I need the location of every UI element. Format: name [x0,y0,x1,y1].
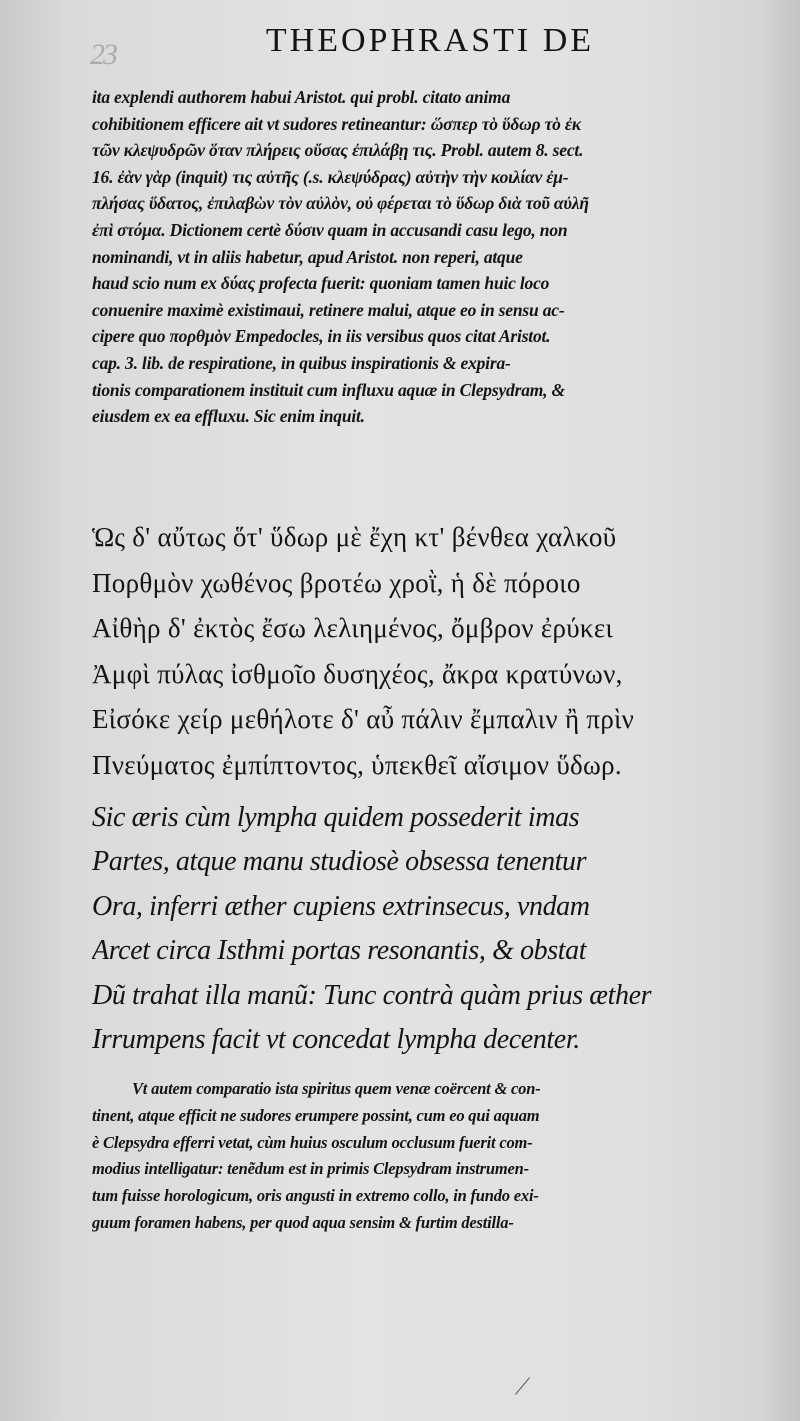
latin-verse-translation [92,796,742,1062]
latin-verse-line: Sic æris cùm lympha quidem possederit imas [92,802,580,833]
prose-line: ita explendi authorem habui Aristot. qui probl. citato anima [92,87,511,107]
latin-verse-line: Partes, atque manu studiosè obsessa tenentur [92,846,587,878]
latin-verse-line: Irrumpens facit vt concedat lympha decenter. [92,1024,580,1056]
prose-line: nominandi, vt in aliis habetur, apud Aristot. non reperi, atque [92,246,523,267]
prose-line: haud scio num ex δύας profecta fuerit: quoniam tamen huic loco [92,273,550,294]
closing-line: modius intelligatur: tenẽdum est in primis Clepsydram instrumen- [92,1159,529,1179]
prose-paragraph [92,84,742,430]
latin-verse-line: Ora, inferri æther cupiens extrinsecus, vndam [92,890,590,922]
prose-line: conuenire maximè existimaui, retinere malui, atque eo in sensu ac- [92,299,565,320]
latin-verse-line: Arcet circa Isthmi portas resonantis, & obstat [92,935,587,967]
closing-line: guum foramen habens, per quod aqua sensim & furtim destilla- [92,1212,514,1232]
closing-line: Vt autem comparatio ista spiritus quem venæ coërcent & con- [132,1079,541,1098]
page-number: 23 [90,38,116,71]
prose-line: eiusdem ex ea effluxu. Sic enim inquit. [92,406,365,427]
prose-line: 16. ἐὰν γὰρ (inquit) τις αὐτῆς (.s. κλεψύδρας) αὐτὴν τὴν κοιλίαν ἐμ- [92,166,569,187]
greek-verse-line: Πνεύματος ἐμπίπτοντος, ὑπεκθεῖ αἴσιμον ὕδωρ. [92,749,622,780]
ink-mark [515,1377,530,1394]
closing-paragraph [92,1076,742,1237]
prose-line: cap. 3. lib. de respiratione, in quibus inspirationis & expira- [92,352,511,373]
running-head: THEOPHRASTI DE [265,22,595,59]
prose-line: ἐπὶ στόμα. Dictionem certè δύσιν quam in accusandi casu lego, non [92,219,568,240]
greek-verse-line: Ὡς δ' αὔτως ὅτ' ὕδωρ μὲ ἔχη κτ' βένθεα χαλκοῦ [92,522,617,552]
prose-line: τῶν κλεψυδρῶν ὅταν πλήρεις οὔσας ἐπιλάβῃ τις. Probl. autem 8. sect. [92,140,584,161]
prose-line: cipere quo πορθμὸν Empedocles, in iis versibus quos citat Aristot. [92,326,551,347]
greek-verse [92,515,742,788]
greek-verse-line: Αἰθὴρ δ' ἐκτὸς ἔσω λελιημένος, ὄμβρον ἐρύκει [92,613,614,643]
prose-line: cohibitionem efficere ait vt sudores retineantur: ὥσπερ τὸ ὕδωρ τὸ ἐκ [92,113,581,134]
prose-line: tionis comparationem instituit cum influxu aquæ in Clepsydram, & [92,379,565,400]
prose-line: πλήσας ὕδατος, ἐπιλαβὼν τὸν αὐλὸν, οὐ φέρεται τὸ ὕδωρ διὰ τοῦ αὐλῆ [92,193,589,214]
greek-verse-line: Ἀμφὶ πύλας ἰσθμοῖο δυσηχέος, ἄκρα κρατύνων, [92,658,623,689]
greek-verse-line: Εἰσόκε χείρ μεθήλοτε δ' αὖ πάλιν ἔμπαλιν ἢ πρὶν [92,704,635,734]
closing-line: tum fuisse horologicum, oris angusti in extremo collo, in fundo exi- [92,1186,539,1206]
latin-verse-line: Dũ trahat illa manũ: Tunc contrà quàm prius æther [92,979,652,1011]
page-gutter-shadow [760,0,800,1421]
closing-line: tinent, atque efficit ne sudores erumpere possint, cum eo qui aquam [92,1105,540,1125]
closing-line: è Clepsydra efferri vetat, cùm huius osculum occlusum fuerit com- [92,1132,533,1152]
greek-verse-line: Πορθμὸν χωθένος βροτέω χροῒ, ἡ δὲ πόροιο [92,567,581,598]
